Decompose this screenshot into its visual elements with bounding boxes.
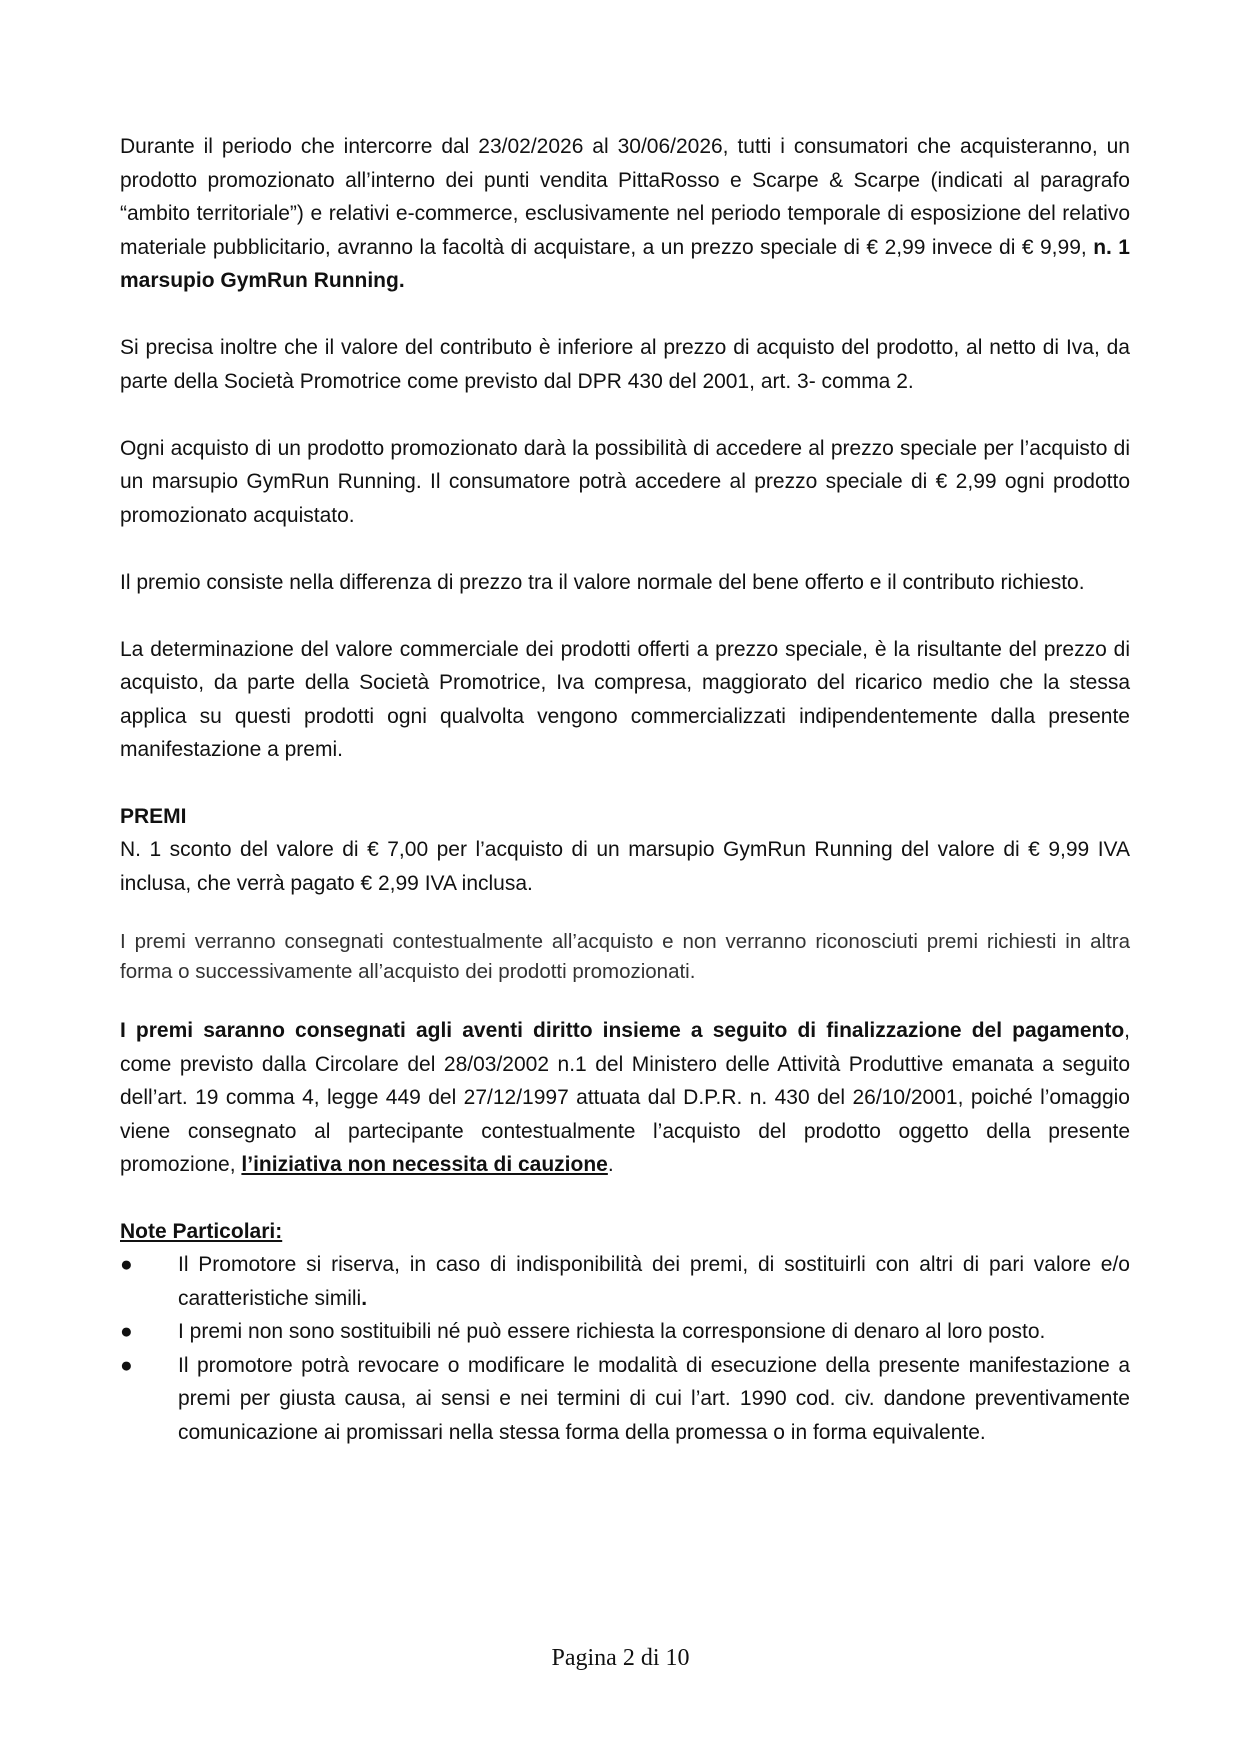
premi-heading: PREMI [120, 805, 187, 828]
paragraph-acquisto: Ogni acquisto di un prodotto promozionato darà la possibilità di accedere al prezzo speciale per l’acquisto di un marsupio GymRun Running. Il consumatore potrà accedere al prezzo speciale di € 2,99 ogni prodotto promozionato acquistato. [120, 436, 1130, 527]
note-item [120, 1248, 1130, 1315]
page-number-footer: Pagina 2 di 10 [551, 1645, 690, 1671]
paragraph-period-text: Durante il periodo che intercorre dal 23/02/2026 al 30/06/2026, tutti i consumatori che acquisteranno, un prodotto promozionato all’interno dei punti vendita PittaRosso e Scarpe & Scarpe (indicati al paragrafo “ambito territoriale”) e relativi e-commerce, esclusivamente nel periodo temporale di esposizione del relativo materiale pubblicitario, avranno la facoltà di acquistare, a un prezzo speciale di € 2,99 invece di € 9,99, [120, 135, 1130, 259]
note-list [120, 1248, 1130, 1449]
note-item-text: Il promotore potrà revocare o modificare le modalità di esecuzione della presente manifestazione a premi per giusta causa, ai sensi e nei termini di cui l’art. 1990 cod. civ. dandone preventivamente comunicazione ai promissari nella stessa forma della promessa o in forma equivalente. [178, 1353, 1130, 1444]
cauzione-bold-underline: l’iniziativa non necessita di cauzione [241, 1153, 608, 1176]
note-item-text: Il Promotore si riserva, in caso di indisponibilità dei premi, di sostituirli con altri di pari valore e/o caratteristiche simili [178, 1253, 1130, 1310]
cauzione-bold-lead: I premi saranno consegnati agli aventi diritto insieme a seguito di finalizzazione del pagamento [120, 1019, 1125, 1042]
document-page [120, 130, 1130, 1449]
bullet-icon: ● [120, 1253, 133, 1276]
consegna-paragraph: I premi verranno consegnati contestualmente all’acquisto e non verranno riconosciuti premi richiesti in altra forma o successivamente all’acquisto dei prodotti promozionati. [120, 930, 1130, 983]
cauzione-end: . [607, 1153, 614, 1176]
bullet-icon: ● [120, 1353, 133, 1377]
paragraph-premio: Il premio consiste nella differenza di prezzo tra il valore normale del bene offerto e il contributo richiesto. [120, 570, 1085, 594]
paragraph-period-bold: n. 1 marsupio GymRun Running. [120, 235, 1130, 292]
paragraph-period [120, 130, 1130, 298]
note-item-text: I premi non sono sostituibili né può essere richiesta la corresponsione di denaro al loro posto. [178, 1320, 1046, 1343]
note-item [120, 1349, 1130, 1450]
paragraph-valore-commerciale: La determinazione del valore commerciale dei prodotti offerti a prezzo speciale, è la risultante del prezzo di acquisto, da parte della Società Promotrice, Iva compresa, maggiorato del ricarico medio che la stessa applica su questi prodotti ogni qualvolta vengono commercializzati indipendentemente dalla presente manifestazione a premi. [120, 637, 1130, 761]
cauzione-paragraph [120, 1014, 1130, 1182]
cauzione-middle: , come previsto dalla Circolare del 28/03/2002 n.1 del Ministero delle Attività Produttive emanata a seguito dell’art. 19 comma 4, legge 449 del 27/12/1997 attuata dal D.P.R. n. 430 del 26/10/2001, poiché l’omaggio viene consegnato al partecipante contestualmente l’acquisto del prodotto oggetto della presente promozione, [120, 1019, 1130, 1176]
note-heading: Note Particolari: [120, 1220, 283, 1243]
paragraph-contributo: Si precisa inoltre che il valore del contributo è inferiore al prezzo di acquisto del prodotto, al netto di Iva, da parte della Società Promotrice come previsto dal DPR 430 del 2001, art. 3- comma 2. [120, 336, 1130, 393]
bullet-icon: ● [120, 1320, 133, 1343]
note-item [120, 1315, 1130, 1349]
note-item-bold-end: . [361, 1286, 368, 1310]
premi-text: N. 1 sconto del valore di € 7,00 per l’acquisto di un marsupio GymRun Running del valore di € 9,99 IVA inclusa, che verrà pagato € 2,99 IVA inclusa. [120, 838, 1130, 895]
